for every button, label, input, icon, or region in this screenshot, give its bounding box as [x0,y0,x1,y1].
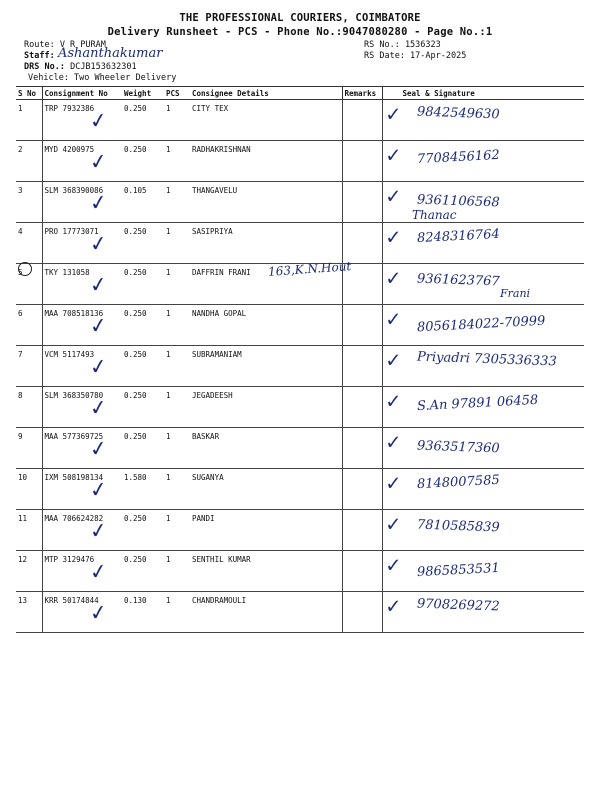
drs-label: DRS No.: [24,62,65,72]
row-sno: 1 [16,100,42,141]
check-mark-icon: ✓ [88,515,107,545]
drs-value: DCJB153632301 [70,62,137,72]
handwritten-phone: 7708456162 [416,147,500,168]
col-consignment: Consignment No [42,87,122,100]
check-mark-icon: ✓ [88,597,107,627]
signature-tick-icon: ✓ [386,184,400,209]
row-pcs: 1 [164,469,190,510]
row-sno: 3 [16,182,42,223]
signature-tick-icon: ✓ [386,266,400,291]
row-remarks [342,100,382,141]
row-pcs: 1 [164,346,190,387]
check-mark-icon: ✓ [88,228,107,258]
row-pcs: 1 [164,592,190,633]
handwritten-phone: 9361106568 [416,192,500,211]
row-consignment-no: IXM 508198134 ✓ [42,469,122,510]
row-consignment-no: MAA 577369725 ✓ [42,428,122,469]
handwritten-phone: 9708269272 [416,596,500,615]
table-row [16,592,584,633]
row-seal-signature [382,551,584,592]
row-seal-signature [382,592,584,633]
row-seal-signature [382,428,584,469]
row-sno: 2 [16,141,42,182]
row-pcs: 1 [164,551,190,592]
check-mark-icon: ✓ [88,351,107,381]
row-weight: 1.580 [122,469,164,510]
signature-tick-icon: ✓ [386,348,400,373]
col-consignee: Consignee Details [190,87,342,100]
row-pcs: 1 [164,100,190,141]
row-consignment-no: PRO 17773071 ✓ [42,223,122,264]
row-consignment-no: KRR 50174844 ✓ [42,592,122,633]
row-consignment-no: MTP 3129476 ✓ [42,551,122,592]
check-mark-icon: ✓ [88,310,107,340]
table-row [16,141,584,182]
handwritten-phone: S.An 97891 06458 [416,392,539,415]
row-consignee: THANGAVELU [190,182,342,223]
rs-number: RS No.: 1536323 [364,40,441,50]
row-pcs: 1 [164,428,190,469]
row-consignee: JEGADEESH [190,387,342,428]
signature-tick-icon: ✓ [386,143,400,168]
handwritten-address: 163,K.N.Hout [267,259,352,279]
runsheet-subtitle: Delivery Runsheet - PCS - Phone No.:9047080280 - Page No.:1 [107,26,493,38]
signature-tick-icon: ✓ [386,430,400,455]
circled-row-marker [18,262,32,276]
table-body [16,100,584,633]
table-row [16,305,584,346]
row-consignee: RADHAKRISHNAN [190,141,342,182]
row-consignee: NANDHA GOPAL [190,305,342,346]
row-remarks [342,428,382,469]
row-consignment-no: MYD 4200975 ✓ [42,141,122,182]
handwritten-name-row5: Frani [500,287,531,300]
row-remarks [342,346,382,387]
row-consignee: CITY TEX [190,100,342,141]
row-consignee: BASKAR [190,428,342,469]
check-mark-icon: ✓ [88,392,107,422]
handwritten-phone: Priyadri 7305336333 [416,349,557,370]
row-remarks [342,305,382,346]
table-row [16,223,584,264]
check-mark-icon: ✓ [88,269,107,299]
row-sno: 4 [16,223,42,264]
staff-label: Staff: [24,51,55,61]
row-weight: 0.250 [122,305,164,346]
signature-tick-icon: ✓ [386,553,400,578]
row-remarks [342,469,382,510]
col-seal: Seal & Signature [382,87,584,100]
row-sno: 8 [16,387,42,428]
row-seal-signature [382,510,584,551]
table-row [16,428,584,469]
row-pcs: 1 [164,182,190,223]
row-seal-signature [382,387,584,428]
row-consignment-no: SLM 368390086 ✓ [42,182,122,223]
handwritten-phone: 8056184022-70999 [416,313,546,336]
row-sno: 10 [16,469,42,510]
row-sno: 9 [16,428,42,469]
row-weight: 0.250 [122,387,164,428]
table-row [16,182,584,223]
check-mark-icon: ✓ [88,105,107,135]
row-seal-signature [382,264,584,305]
row-consignee: DAFFRIN FRANI [190,264,342,305]
row-consignee: SASIPRIYA [190,223,342,264]
check-mark-icon: ✓ [88,556,107,586]
row-weight: 0.250 [122,264,164,305]
row-remarks [342,182,382,223]
row-pcs: 1 [164,223,190,264]
row-weight: 0.250 [122,346,164,387]
col-weight: Weight [122,87,164,100]
row-remarks [342,551,382,592]
row-consignment-no: VCM 5117493 ✓ [42,346,122,387]
route-label: Route: V R PURAM [24,40,106,50]
rs-date: RS Date: 17-Apr-2025 [364,51,467,61]
row-weight: 0.250 [122,551,164,592]
handwritten-phone: 8148007585 [416,472,500,493]
row-sno: 6 [16,305,42,346]
handwritten-phone: 9865853531 [416,560,500,581]
table-row [16,387,584,428]
row-pcs: 1 [164,305,190,346]
signature-tick-icon: ✓ [386,512,400,537]
row-pcs: 1 [164,387,190,428]
row-weight: 0.250 [122,510,164,551]
row-sno: 11 [16,510,42,551]
check-mark-icon: ✓ [88,146,107,176]
handwritten-phone: 9363517360 [416,438,500,457]
table-row [16,100,584,141]
table-row [16,551,584,592]
row-consignee: CHANDRAMOULI [190,592,342,633]
check-mark-icon: ✓ [88,474,107,504]
row-sno: 12 [16,551,42,592]
check-mark-icon: ✓ [88,187,107,217]
signature-tick-icon: ✓ [386,307,400,332]
signature-tick-icon: ✓ [386,471,400,496]
row-consignee: SUBRAMANIAM [190,346,342,387]
row-pcs: 1 [164,141,190,182]
row-remarks [342,223,382,264]
row-weight: 0.250 [122,223,164,264]
handwritten-name-row4: Thanac [412,208,457,222]
col-pcs: PCS [164,87,190,100]
row-consignment-no: MAA 706624282 ✓ [42,510,122,551]
row-seal-signature [382,469,584,510]
signature-tick-icon: ✓ [386,225,400,250]
row-seal-signature [382,346,584,387]
signature-tick-icon: ✓ [386,102,400,127]
row-weight: 0.250 [122,428,164,469]
row-sno: 13 [16,592,42,633]
row-remarks [342,510,382,551]
row-seal-signature [382,141,584,182]
table-header-row [16,87,584,100]
drs-number [24,62,137,72]
staff-signature: Ashanthakumar [58,46,163,61]
company-title: THE PROFESSIONAL COURIERS, COIMBATORE [179,12,421,24]
table-row [16,469,584,510]
handwritten-phone: 7810585839 [416,517,500,536]
row-remarks [342,387,382,428]
row-remarks [342,592,382,633]
signature-tick-icon: ✓ [386,389,400,414]
col-remarks: Remarks [342,87,382,100]
handwritten-phone: 8248316764 [416,226,500,247]
runsheet-table [16,86,584,633]
row-sno: 5 [16,264,42,305]
row-pcs: 1 [164,510,190,551]
row-seal-signature [382,305,584,346]
row-consignment-no: TRP 7932386 ✓ [42,100,122,141]
row-weight: 0.105 [122,182,164,223]
vehicle-label: Vehicle: Two Wheeler Delivery [28,73,177,83]
row-pcs: 1 [164,264,190,305]
row-consignment-no: TKY 131058 ✓ [42,264,122,305]
row-seal-signature [382,100,584,141]
row-consignment-no: MAA 708518136 ✓ [42,305,122,346]
row-consignee: SUGANYA [190,469,342,510]
col-sno: S No [16,87,42,100]
row-seal-signature [382,223,584,264]
row-consignee: PANDI [190,510,342,551]
row-remarks [342,141,382,182]
row-consignment-no: SLM 368350780 ✓ [42,387,122,428]
row-sno: 7 [16,346,42,387]
row-weight: 0.130 [122,592,164,633]
row-consignee: SENTHIL KUMAR [190,551,342,592]
row-weight: 0.250 [122,100,164,141]
row-weight: 0.250 [122,141,164,182]
check-mark-icon: ✓ [88,433,107,463]
table-row [16,346,584,387]
table-row [16,510,584,551]
handwritten-phone: 9361623767 [416,271,500,290]
handwritten-phone: 9842549630 [416,104,500,123]
signature-tick-icon: ✓ [386,594,400,619]
